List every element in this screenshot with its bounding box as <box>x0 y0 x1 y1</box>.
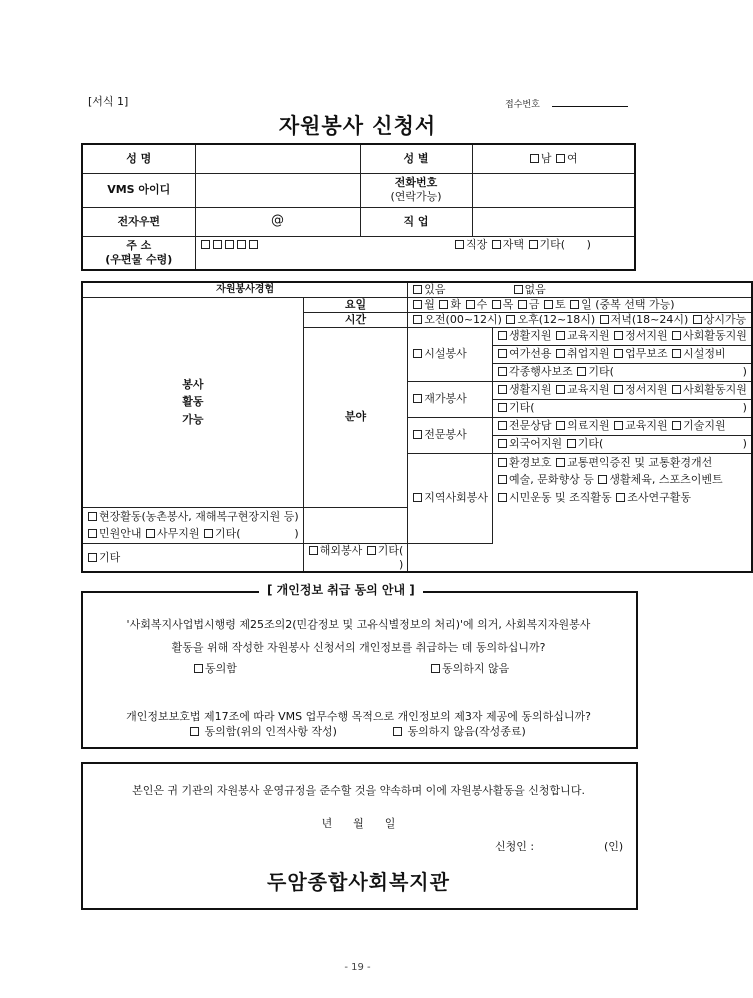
privacy-q2-agree: 동의함(위의 인적사항 작성) <box>189 723 337 739</box>
name-label: 성 명 <box>82 144 195 173</box>
personal-info-table <box>81 143 636 271</box>
community-opt-checkbox[interactable] <box>498 458 507 467</box>
community-opt-checkbox[interactable] <box>146 529 155 538</box>
day-tue-checkbox[interactable] <box>439 300 448 309</box>
home-opt-checkbox[interactable] <box>672 385 681 394</box>
home-opt-checkbox[interactable] <box>614 385 623 394</box>
organization-name: 두암종합사회복지관 <box>267 870 450 894</box>
privacy-q2-agree-checkbox[interactable] <box>190 727 199 736</box>
community-opt-checkbox[interactable] <box>498 493 507 502</box>
job-label: 직 업 <box>360 207 472 236</box>
postal-code-boxes[interactable] <box>200 238 260 251</box>
time-morning-checkbox[interactable] <box>413 315 422 324</box>
address-type-options <box>454 238 591 252</box>
vms-id-label: VMS 아이디 <box>82 173 195 207</box>
other-other-checkbox[interactable] <box>367 546 376 555</box>
gender-female-label: 여 <box>567 151 578 165</box>
facility-opt-checkbox[interactable] <box>672 331 681 340</box>
facility-opt-checkbox[interactable] <box>498 367 507 376</box>
day-thu-checkbox[interactable] <box>492 300 501 309</box>
expert-opt-checkbox[interactable] <box>498 421 507 430</box>
receipt-number-line <box>552 106 628 107</box>
category-community: 지역사회봉사 <box>408 453 493 543</box>
page-number: - 19 - <box>344 962 371 973</box>
privacy-q1-line2: 활동을 위해 작성한 자원봉사 신청서의 개인정보를 취급하는 데 동의하십니까? <box>171 641 546 654</box>
community-opt-checkbox[interactable] <box>88 529 97 538</box>
facility-other-checkbox[interactable] <box>577 367 586 376</box>
email-field[interactable] <box>195 207 360 236</box>
address-home-label: 자택 <box>502 237 525 251</box>
privacy-heading: [ 개인정보 취급 동의 안내 ] <box>259 581 423 598</box>
gender-label: 성 별 <box>360 144 472 173</box>
expert-other-checkbox[interactable] <box>567 439 576 448</box>
overseas-checkbox[interactable] <box>309 546 318 555</box>
address-work-checkbox[interactable] <box>455 240 464 249</box>
address-work-label: 직장 <box>466 237 488 251</box>
phone-field[interactable] <box>472 173 635 207</box>
activity-table <box>81 281 753 573</box>
other-line-1: 해외봉사 기타( ) <box>303 543 408 572</box>
phone-label: 전화번호 (연락가능) <box>360 173 472 207</box>
community-opt-checkbox[interactable] <box>498 475 507 484</box>
address-home-checkbox[interactable] <box>492 240 501 249</box>
facility-line-3: 각종행사보조 기타( ) <box>493 363 752 381</box>
day-sat-checkbox[interactable] <box>544 300 553 309</box>
applicant-label: 신청인 : <box>495 840 535 853</box>
page-title: 자원봉사 신청서 <box>278 114 437 138</box>
experience-options <box>408 282 752 297</box>
expert-line-1: 전문상담 의료지원 교육지원 기술지원 <box>493 417 752 435</box>
facility-line-2: 여가선용 취업지원 업무보조 시설정비 <box>493 345 752 363</box>
experience-yes-checkbox[interactable] <box>413 285 422 294</box>
address-field[interactable] <box>195 236 635 270</box>
community-opt-checkbox[interactable] <box>598 475 607 484</box>
community-line-4: 현장활동(농촌봉사, 재해복구현장지원 등) <box>82 507 303 525</box>
community-opt-checkbox[interactable] <box>616 493 625 502</box>
community-opt-checkbox[interactable] <box>88 512 97 521</box>
experience-no-label: 없음 <box>524 283 546 296</box>
facility-opt-checkbox[interactable] <box>672 349 681 358</box>
facility-opt-checkbox[interactable] <box>556 331 565 340</box>
facility-opt-checkbox[interactable] <box>614 331 623 340</box>
home-other-checkbox[interactable] <box>498 403 507 412</box>
day-mon-checkbox[interactable] <box>413 300 422 309</box>
privacy-q1-agree-checkbox[interactable] <box>194 664 203 673</box>
job-field[interactable] <box>472 207 635 236</box>
email-at-sign: @ <box>271 213 284 229</box>
day-sun-checkbox[interactable] <box>570 300 579 309</box>
day-note: (중복 선택 가능) <box>595 297 675 311</box>
category-home: 재가봉사 <box>408 381 493 417</box>
address-other-close: ) <box>586 237 591 251</box>
day-options: 월 화 수 목 금 토 일 (중복 선택 가능) <box>408 297 752 312</box>
seal-mark: (인) <box>604 840 624 853</box>
privacy-q2-line1: 개인정보보호법 제17조에 따라 VMS 업무수행 목적으로 개인정보의 제3자 제공에 동의하십니까? <box>126 710 591 723</box>
home-line-1: 생활지원 교육지원 정서지원 사회활동지원 <box>493 381 752 399</box>
privacy-q1-agree: 동의함 <box>193 660 237 676</box>
category-facility: 시설봉사 <box>408 327 493 381</box>
email-label: 전자우편 <box>82 207 195 236</box>
home-opt-checkbox[interactable] <box>498 385 507 394</box>
gender-male-checkbox[interactable] <box>530 154 539 163</box>
pledge-text: 본인은 귀 기관의 자원봉사 운영규정을 준수할 것을 약속하며 이에 자원봉사활동을 신청합니다. <box>132 784 585 797</box>
category-expert-checkbox[interactable] <box>413 430 422 439</box>
community-line-2: 예술, 문화향상 등 생활체육, 스포츠이벤트 <box>493 471 752 489</box>
experience-no-checkbox[interactable] <box>514 285 523 294</box>
expert-opt-checkbox[interactable] <box>614 421 623 430</box>
expert-opt-checkbox[interactable] <box>672 421 681 430</box>
facility-opt-checkbox[interactable] <box>498 331 507 340</box>
address-other-label: 기타( <box>539 237 566 251</box>
privacy-q2-disagree: 동의하지 않음(작성종료) <box>392 723 526 739</box>
time-anytime-checkbox[interactable] <box>693 315 702 324</box>
address-label: 주 소 (우편물 수령) <box>82 236 195 270</box>
privacy-q1-line1: '사회복지사업법시행령 제25조의2(민감정보 및 고유식별정보의 처리)'에 의거, 사회복지자원봉사 <box>126 618 591 631</box>
community-line-1: 환경보호 교통편익증진 및 교통환경개선 <box>493 453 752 471</box>
time-label: 시간 <box>303 312 408 327</box>
facility-line-1: 생활지원 교육지원 정서지원 사회활동지원 <box>493 327 752 345</box>
pledge-date: 년 월 일 <box>321 817 396 830</box>
time-evening-checkbox[interactable] <box>600 315 609 324</box>
experience-yes-label: 있음 <box>424 283 446 296</box>
home-line-2: 기타( ) <box>493 399 752 417</box>
experience-label: 자원봉사경험 <box>82 282 408 297</box>
community-opt-checkbox[interactable] <box>556 458 565 467</box>
vms-id-field[interactable] <box>195 173 360 207</box>
community-other-checkbox[interactable] <box>204 529 213 538</box>
time-options: 오전(00~12시) 오후(12~18시) 저녁(18~24시) 상시가능 <box>408 312 752 327</box>
category-community-checkbox[interactable] <box>413 493 422 502</box>
community-line-5: 민원안내 사무지원 기타( ) <box>82 525 303 543</box>
category-facility-checkbox[interactable] <box>413 349 422 358</box>
category-home-checkbox[interactable] <box>413 394 422 403</box>
form-number: [서식 1] <box>88 95 129 108</box>
category-expert: 전문봉사 <box>408 417 493 453</box>
address-other-checkbox[interactable] <box>529 240 538 249</box>
expert-opt-checkbox[interactable] <box>498 439 507 448</box>
category-other: 기타 <box>82 543 303 572</box>
facility-opt-checkbox[interactable] <box>556 349 565 358</box>
receipt-number-label: 접수번호 <box>505 100 540 110</box>
facility-opt-checkbox[interactable] <box>498 349 507 358</box>
privacy-q1-disagree: 동의하지 않음 <box>430 660 509 676</box>
field-label: 분야 <box>303 327 408 507</box>
community-line-3: 시민운동 및 조직활동 조사연구활동 <box>493 489 752 507</box>
gender-female-checkbox[interactable] <box>556 154 565 163</box>
home-opt-checkbox[interactable] <box>556 385 565 394</box>
availability-side-label: 봉사 활동 가능 <box>82 297 303 507</box>
gender-field <box>472 144 635 173</box>
day-fri-checkbox[interactable] <box>518 300 527 309</box>
day-label: 요일 <box>303 297 408 312</box>
privacy-q2-disagree-checkbox[interactable] <box>393 727 402 736</box>
facility-opt-checkbox[interactable] <box>614 349 623 358</box>
name-field[interactable] <box>195 144 360 173</box>
day-wed-checkbox[interactable] <box>466 300 475 309</box>
category-other-checkbox[interactable] <box>88 553 97 562</box>
expert-line-2: 외국어지원 기타( ) <box>493 435 752 453</box>
time-afternoon-checkbox[interactable] <box>506 315 515 324</box>
expert-opt-checkbox[interactable] <box>556 421 565 430</box>
privacy-q1-disagree-checkbox[interactable] <box>431 664 440 673</box>
gender-male-label: 남 <box>540 151 552 165</box>
privacy-consent-box <box>81 591 638 749</box>
